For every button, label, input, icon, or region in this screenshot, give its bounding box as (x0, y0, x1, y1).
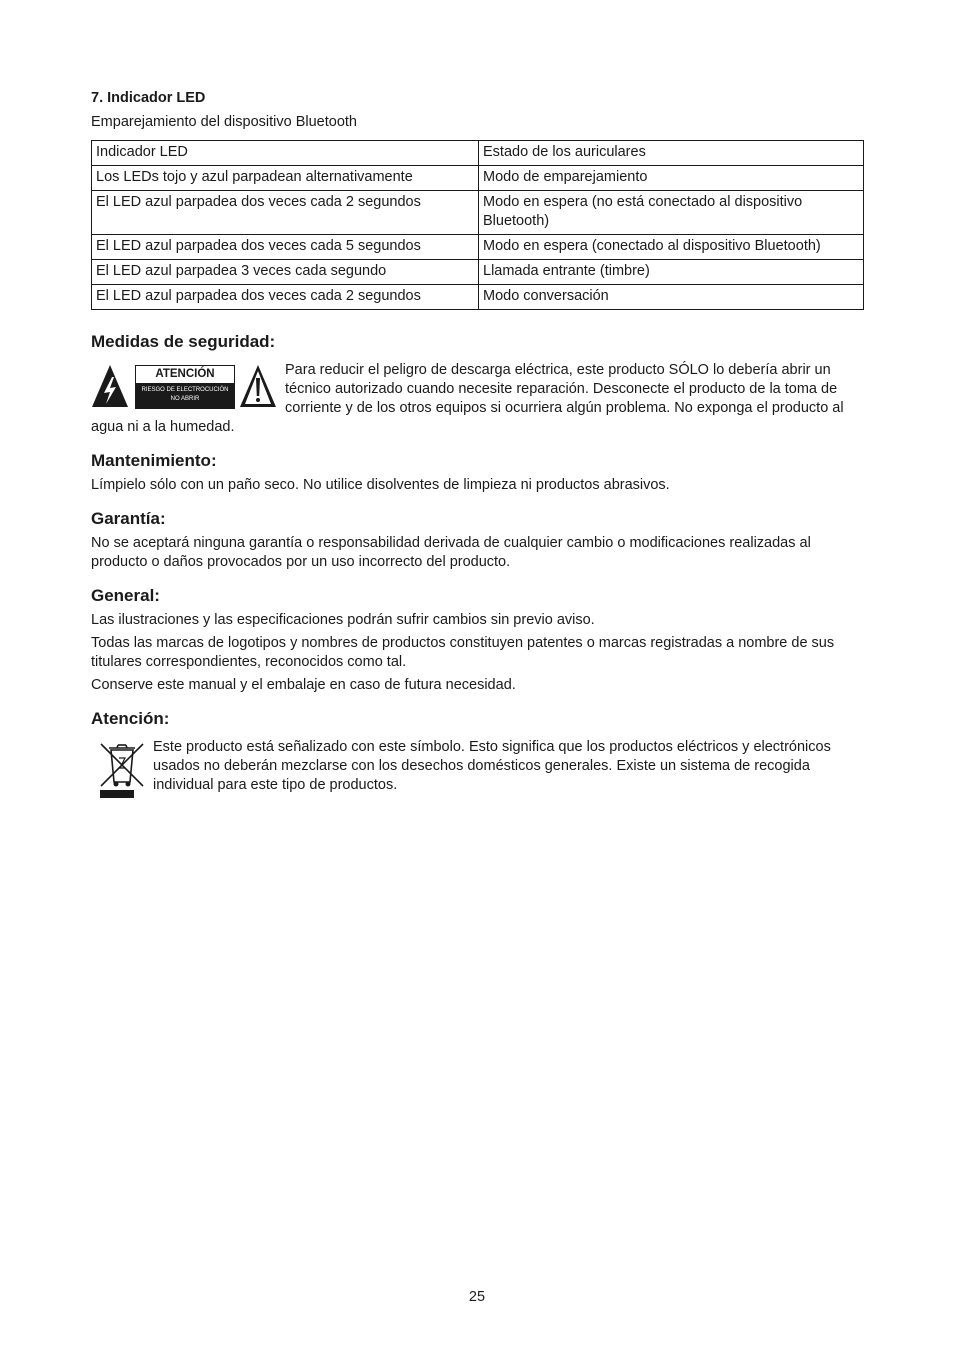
section-subtitle: Emparejamiento del dispositivo Bluetooth (91, 114, 357, 130)
table-cell: Los LEDs tojo y azul parpadean alternativamente (92, 166, 479, 191)
maintenance-heading: Mantenimiento: (91, 451, 217, 470)
maintenance-text: Límpielo sólo con un paño seco. No utilice disolventes de limpieza ni productos abrasivos. (91, 477, 670, 493)
manual-page (91, 88, 864, 800)
page-number: 25 (468, 1289, 486, 1305)
exclamation-warning-icon (239, 363, 277, 409)
table-cell: El LED azul parpadea 3 veces cada segundo (92, 260, 479, 285)
crossed-bin-icon (97, 738, 147, 800)
table-cell: Modo en espera (no está conectado al dispositivo Bluetooth) (479, 191, 864, 235)
section-title: 7. Indicador LED (91, 90, 206, 106)
general-text-2: Todas las marcas de logotipos y nombres de productos constituyen patentes o marcas registradas a nombre de sus titulares correspondientes, reconocidos como tal. (91, 635, 835, 670)
warning-subtitle (136, 383, 234, 408)
safety-icons (91, 363, 277, 411)
safety-block (91, 361, 864, 437)
warranty-heading: Garantía: (91, 509, 166, 528)
table-row (92, 285, 864, 310)
attention-text: Este producto está señalizado con este símbolo. Esto significa que los productos eléctricos y electrónicos usados no deberán mezclarse con los desechos domésticos generales. Existe un sistema de recogida individual para este tipo de productos. (153, 739, 831, 793)
led-table (91, 140, 864, 310)
warning-title: ATENCIÓN (155, 368, 215, 380)
table-cell: Estado de los auriculares (479, 141, 864, 166)
table-row (92, 235, 864, 260)
table-cell: Llamada entrante (timbre) (479, 260, 864, 285)
table-cell: Indicador LED (92, 141, 479, 166)
table-cell: Modo de emparejamiento (479, 166, 864, 191)
safety-heading: Medidas de seguridad: (91, 332, 276, 351)
table-cell: El LED azul parpadea dos veces cada 5 segundos (92, 235, 479, 260)
warning-label (135, 365, 235, 409)
general-text-1: Las ilustraciones y las especificaciones podrán sufrir cambios sin previo aviso. (91, 612, 595, 628)
table-cell: Modo conversación (479, 285, 864, 310)
warning-line: NO ABRIR (170, 396, 200, 402)
table-row (92, 166, 864, 191)
table-cell: El LED azul parpadea dos veces cada 2 segundos (92, 285, 479, 310)
table-cell: Modo en espera (conectado al dispositivo Bluetooth) (479, 235, 864, 260)
warning-line: RIESGO DE ELECTROCUCIÓN (141, 387, 229, 393)
lightning-warning-icon (91, 363, 129, 409)
table-row (92, 260, 864, 285)
warranty-text: No se aceptará ninguna garantía o responsabilidad derivada de cualquier cambio o modificaciones realizadas al producto o daños provocados por un uso incorrecto del producto. (91, 535, 811, 570)
table-cell: El LED azul parpadea dos veces cada 2 segundos (92, 191, 479, 235)
safety-text: Para reducir el peligro de descarga eléctrica, este producto SÓLO lo debería abrir un técnico autorizado cuando necesite reparación. Desconecte el producto de la toma de corriente y de los otros equipos si ocurriera algún problema. No exponga el producto al agua ni a la humedad. (91, 362, 844, 435)
attention-heading: Atención: (91, 709, 170, 728)
table-row (92, 141, 864, 166)
general-text-3: Conserve este manual y el embalaje en caso de futura necesidad. (91, 677, 516, 693)
general-heading: General: (91, 586, 160, 605)
table-row (92, 191, 864, 235)
attention-block (91, 738, 864, 800)
